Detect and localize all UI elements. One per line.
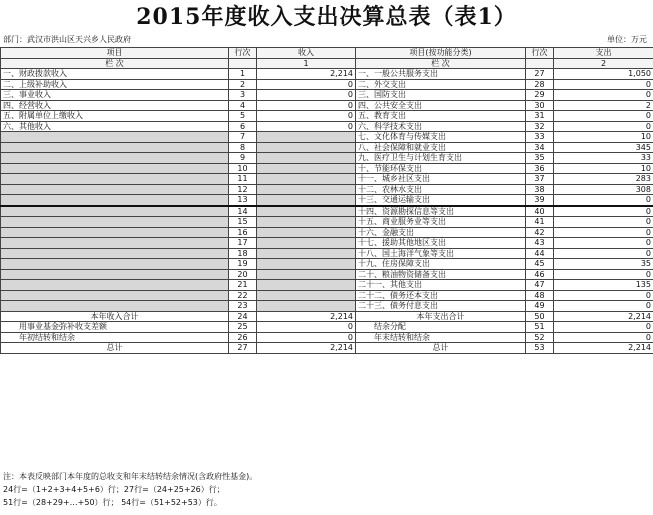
report-title: 2015年度收入支出决算总表（表1） [136,4,517,30]
notes [3,469,257,511]
summary-income-item: 年初结转和结余 [1,332,229,343]
income-value: 0 [257,79,356,90]
income-seq: 6 [229,121,257,132]
income-seq: 15 [229,217,257,228]
income-value [257,174,356,185]
income-value [257,217,356,228]
income-value: 0 [257,111,356,122]
income-seq: 19 [229,259,257,270]
table-row [1,69,653,80]
table-row [1,301,653,312]
income-col-index: 1 [257,58,356,69]
summary-row [1,343,653,354]
expense-seq: 32 [526,121,554,132]
expense-value: 0 [554,111,653,122]
summary-row [1,332,653,343]
income-seq: 1 [229,69,257,80]
expense-item: 十五、商业服务业等支出 [356,217,526,228]
expense-item: 九、医疗卫生与计划生育支出 [356,153,526,164]
expense-value: 0 [554,269,653,280]
summary-income-item: 用事业基金弥补收支差额 [1,322,229,333]
expense-value: 0 [554,217,653,228]
summary-expense-item: 年末结转和结余 [356,332,526,343]
income-seq: 10 [229,163,257,174]
expense-seq: 33 [526,132,554,143]
income-seq: 11 [229,174,257,185]
header-expense: 支出 [554,48,653,59]
expense-seq: 45 [526,259,554,270]
expense-seq: 31 [526,111,554,122]
summary-income-item: 本年收入合计 [1,311,229,322]
income-value [257,153,356,164]
summary-income-value: 0 [257,332,356,343]
income-item [1,248,229,259]
table-header-row [1,48,653,59]
note-line: 24行=（1+2+3+4+5+6）行；27行=（24+25+26）行； [3,485,225,494]
expense-seq: 30 [526,100,554,111]
table-row [1,184,653,195]
expense-seq: 46 [526,269,554,280]
income-value [257,238,356,249]
summary-income-seq: 25 [229,322,257,333]
col-blank [229,58,257,69]
table-row [1,111,653,122]
table-row [1,132,653,143]
income-item [1,217,229,228]
income-item [1,259,229,270]
summary-income-item: 总计 [1,343,229,354]
income-value: 0 [257,100,356,111]
expense-seq: 47 [526,280,554,291]
expense-item: 二十三、债务付息支出 [356,301,526,312]
summary-expense-value: 0 [554,322,653,333]
income-item: 二、上级补助收入 [1,79,229,90]
expense-item: 四、公共安全支出 [356,100,526,111]
expense-seq: 44 [526,248,554,259]
income-seq: 16 [229,227,257,238]
table-column-index-row [1,58,653,69]
col-label: 栏 次 [1,58,229,69]
income-seq: 7 [229,132,257,143]
table-row [1,79,653,90]
expense-seq: 42 [526,227,554,238]
expense-item: 五、教育支出 [356,111,526,122]
income-value [257,290,356,301]
expense-seq: 48 [526,290,554,301]
income-item [1,206,229,217]
expense-item: 二十一、其他支出 [356,280,526,291]
expense-value: 0 [554,79,653,90]
income-value [257,132,356,143]
table-row [1,269,653,280]
table-row [1,163,653,174]
expense-item: 十三、交通运输支出 [356,195,526,206]
expense-value: 308 [554,184,653,195]
expense-value: 35 [554,259,653,270]
income-seq: 3 [229,90,257,101]
note-line: 注：本表反映部门本年度的总收支和年末结转结余情况(含政府性基金)。 [3,472,258,481]
income-item [1,195,229,206]
header-seq: 行次 [229,48,257,59]
expense-value: 0 [554,206,653,217]
expense-value: 0 [554,248,653,259]
summary-expense-value: 2,214 [554,311,653,322]
table-row [1,259,653,270]
expense-seq: 41 [526,217,554,228]
summary-expense-value: 0 [554,332,653,343]
expense-value: 33 [554,153,653,164]
income-value [257,301,356,312]
expense-seq: 49 [526,301,554,312]
expense-seq: 29 [526,90,554,101]
table-row [1,227,653,238]
income-seq: 2 [229,79,257,90]
table-row [1,238,653,249]
expense-item: 十九、住房保障支出 [356,259,526,270]
summary-expense-seq: 52 [526,332,554,343]
expense-item: 十、节能环保支出 [356,163,526,174]
income-seq: 13 [229,195,257,206]
expense-value: 0 [554,290,653,301]
expense-value: 0 [554,227,653,238]
expense-value: 10 [554,163,653,174]
expense-item: 二十、粮油物资储备支出 [356,269,526,280]
expense-item: 六、科学技术支出 [356,121,526,132]
summary-row [1,322,653,333]
income-value [257,227,356,238]
income-value [257,248,356,259]
income-value [257,184,356,195]
expense-value: 2 [554,100,653,111]
expense-seq: 35 [526,153,554,164]
income-item: 六、其他收入 [1,121,229,132]
expense-item: 十二、农林水支出 [356,184,526,195]
expense-item: 二、外交支出 [356,79,526,90]
income-seq: 21 [229,280,257,291]
income-value: 2,214 [257,69,356,80]
department-label: 部门：武汉市洪山区天兴乡人民政府 [3,35,131,44]
header-item: 项目 [1,48,229,59]
expense-item: 十四、资源勘探信息等支出 [356,206,526,217]
income-seq: 23 [229,301,257,312]
header-seq2: 行次 [526,48,554,59]
expense-value: 0 [554,301,653,312]
expense-col-index: 2 [554,58,653,69]
income-seq: 12 [229,184,257,195]
income-seq: 17 [229,238,257,249]
income-seq: 20 [229,269,257,280]
income-seq: 22 [229,290,257,301]
expense-value: 283 [554,174,653,185]
summary-income-seq: 26 [229,332,257,343]
header-income: 收入 [257,48,356,59]
income-seq: 8 [229,142,257,153]
income-item [1,163,229,174]
expense-item: 七、文化体育与传媒支出 [356,132,526,143]
table-row [1,195,653,206]
table-row [1,121,653,132]
summary-expense-seq: 50 [526,311,554,322]
income-item [1,184,229,195]
header-func-item: 项目(按功能分类) [356,48,526,59]
expense-seq: 37 [526,174,554,185]
income-seq: 5 [229,111,257,122]
expense-item: 十八、国土海洋气象等支出 [356,248,526,259]
income-value [257,142,356,153]
table-row [1,206,653,217]
income-item [1,153,229,164]
col-blank-2 [526,58,554,69]
summary-income-seq: 27 [229,343,257,354]
summary-expense-item: 本年支出合计 [356,311,526,322]
income-value: 0 [257,90,356,101]
income-item: 四、经营收入 [1,100,229,111]
summary-row [1,311,653,322]
expense-seq: 40 [526,206,554,217]
expense-item: 八、社会保障和就业支出 [356,142,526,153]
expense-item: 十一、城乡社区支出 [356,174,526,185]
table-row [1,280,653,291]
income-value: 0 [257,121,356,132]
income-value [257,269,356,280]
table-row [1,217,653,228]
expense-value: 0 [554,195,653,206]
summary-income-value: 2,214 [257,311,356,322]
income-value [257,195,356,206]
table-row [1,248,653,259]
expense-value: 345 [554,142,653,153]
income-item [1,132,229,143]
expense-seq: 34 [526,142,554,153]
income-value [257,163,356,174]
expense-item: 十六、金融支出 [356,227,526,238]
income-seq: 14 [229,206,257,217]
expense-item: 三、国防支出 [356,90,526,101]
table-row [1,100,653,111]
expense-value: 135 [554,280,653,291]
expense-seq: 27 [526,69,554,80]
summary-expense-item: 总计 [356,343,526,354]
summary-expense-item: 结余分配 [356,322,526,333]
income-item: 三、事业收入 [1,90,229,101]
income-item [1,227,229,238]
income-item [1,142,229,153]
expense-value: 1,050 [554,69,653,80]
table-row [1,153,653,164]
income-seq: 4 [229,100,257,111]
unit-label: 单位：万元 [607,35,647,44]
expense-item: 二十二、债务还本支出 [356,290,526,301]
income-seq: 9 [229,153,257,164]
note-line: 51行=（28+29+…+50）行； 54行=（51+52+53）行。 [3,498,222,507]
expense-value: 10 [554,132,653,143]
expense-seq: 39 [526,195,554,206]
table-row [1,142,653,153]
summary-income-seq: 24 [229,311,257,322]
income-item [1,174,229,185]
income-item [1,290,229,301]
expense-seq: 43 [526,238,554,249]
table-row [1,90,653,101]
expense-seq: 38 [526,184,554,195]
summary-expense-seq: 53 [526,343,554,354]
income-item [1,280,229,291]
summary-expense-value: 2,214 [554,343,653,354]
table-row [1,290,653,301]
summary-income-value: 0 [257,322,356,333]
expense-value: 0 [554,90,653,101]
summary-expense-seq: 51 [526,322,554,333]
income-value [257,259,356,270]
expense-value: 0 [554,121,653,132]
expense-item: 一、一般公共服务支出 [356,69,526,80]
income-item [1,301,229,312]
col-label-2: 栏 次 [356,58,526,69]
income-value [257,206,356,217]
income-seq: 18 [229,248,257,259]
table-row [1,174,653,185]
income-item: 五、附属单位上缴收入 [1,111,229,122]
income-item [1,269,229,280]
income-item [1,238,229,249]
income-item: 一、财政拨款收入 [1,69,229,80]
budget-table [0,47,653,354]
expense-value: 0 [554,238,653,249]
expense-seq: 28 [526,79,554,90]
expense-seq: 36 [526,163,554,174]
expense-item: 十七、援助其他地区支出 [356,238,526,249]
summary-income-value: 2,214 [257,343,356,354]
income-value [257,280,356,291]
